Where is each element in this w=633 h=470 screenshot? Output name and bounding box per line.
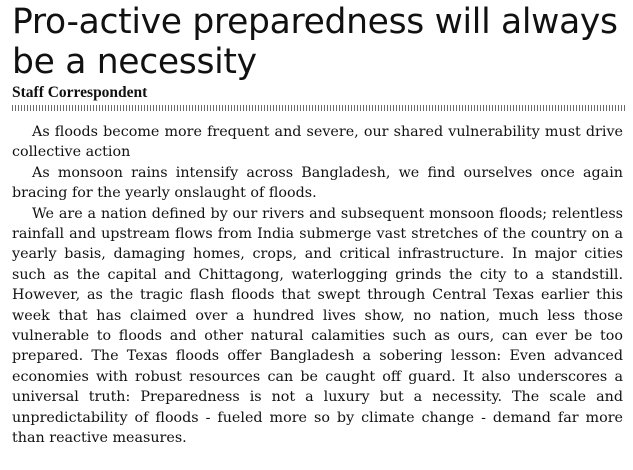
article-byline: Staff Correspondent xyxy=(12,84,148,101)
article-subheading: As floods become more frequent and severe, our shared vulnerability must drive collective action xyxy=(12,124,623,161)
article-headline: Pro-active preparedness will always be a necessity xyxy=(12,2,618,82)
article-body xyxy=(12,122,623,449)
article-paragraph: We are a nation defined by our rivers and subsequent monsoon floods; relentless rainfall and upstream flows from India submerge vast stretches of the country on a yearly basis, damaging homes, crops, and critical infrastructure. In major cities such as the capital and Chittagong, waterlogging grinds the city to a standstill. However, as the tragic flash floods that swept through Central Texas earlier this week that has claimed over a hundred lives show, no nation, much less those vulnerable to floods and other natural calamities such as ours, can ever be too prepared. The Texas floods offer Bangladesh a sobering lesson: Even advanced economies with robust resources can be caught off guard. It also underscores a universal truth: Preparedness is not a luxury but a necessity. The scale and unpredictability of floods - fueled more so by climate change - demand far more than reactive measures. xyxy=(12,205,623,447)
article-paragraph: As monsoon rains intensify across Bangladesh, we find ourselves once again bracing for the yearly onslaught of floods. xyxy=(12,164,623,202)
byline-divider xyxy=(12,105,627,111)
